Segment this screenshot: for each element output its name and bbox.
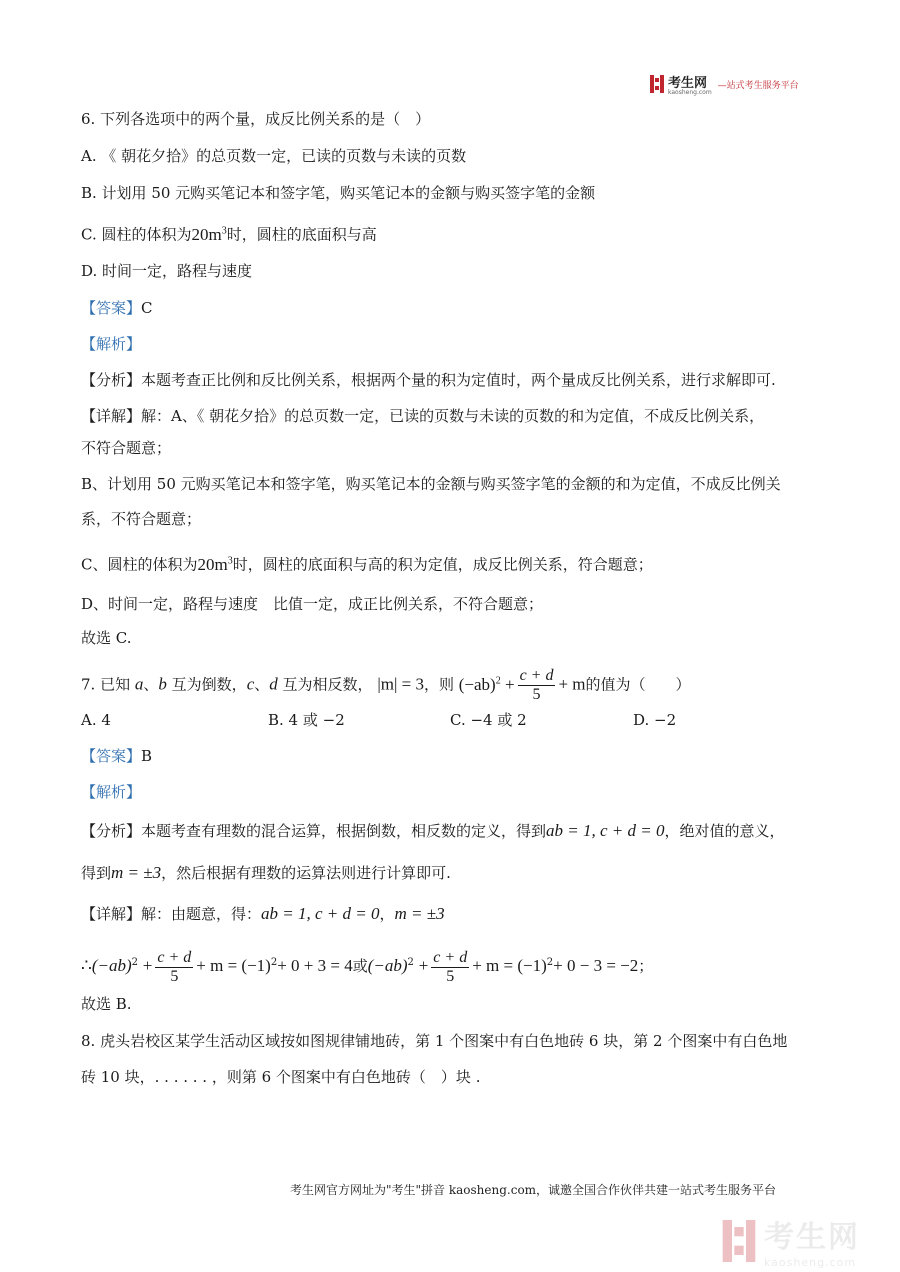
- header-logo: [650, 72, 799, 96]
- kaosheng-logo-icon: [650, 75, 664, 93]
- q7-expr: [459, 675, 515, 694]
- watermark-logo-icon: [722, 1220, 756, 1262]
- q6-xiangjie-volume-exp: 3: [227, 555, 233, 566]
- q7-option-c: C. −4 或 2: [450, 711, 527, 729]
- q7-mid1: 互为倒数，: [171, 675, 247, 694]
- q7-fenxi2-pre: 得到: [81, 864, 112, 882]
- q6-xiangjie-b2: 系，不符合题意；: [81, 510, 202, 528]
- q7-sep1: 、: [143, 675, 159, 694]
- footer-text: 考生网官方网址为"考生"拼音 kaosheng.com，诚邀全国合作伙伴共建一站式考生服务平台: [290, 1183, 777, 1197]
- q6-option-a: A. 《 朝花夕拾》的总页数一定，已读的页数与未读的页数: [81, 147, 467, 165]
- q7-answer: [81, 745, 152, 767]
- q7-fenxi-pre: 本题考查有理数的混合运算，根据倒数，相反数的定义，得到: [141, 822, 547, 840]
- q7-calc-frac2: [431, 949, 469, 986]
- logo-domain: kaosheng.com: [668, 89, 712, 96]
- q7-option-d: D. −2: [633, 711, 677, 729]
- q7-calc-sq4: 2: [546, 957, 554, 968]
- q7-calc-tail2: + 0 − 3 = −2: [553, 956, 639, 975]
- q6-stem: 6. 下列各选项中的两个量，成反比例关系的是（ ）: [81, 110, 431, 128]
- q7-var-b: b: [158, 674, 167, 694]
- q8-line1: 8. 虎头岩校区某学生活动区域按如图规律铺地砖，第 1 个图案中有白色地砖 6 块，第 2 个图案中有白色地: [81, 1032, 788, 1050]
- q7-calc-frac1-den: 5: [170, 967, 179, 985]
- q7-xiangjie-math2: m = ±3: [394, 904, 445, 923]
- q7-abs-m: |m| = 3: [377, 674, 424, 694]
- q6-answer-value: C: [141, 299, 153, 317]
- q8-line2: 砖 10 块，. . . . . . ，则第 6 个图案中有白色地砖（ ）块 .: [81, 1068, 481, 1086]
- q7-var-a: a: [134, 674, 144, 694]
- q7-fenxi: [81, 820, 785, 842]
- q7-calculation: [81, 943, 653, 986]
- q7-calc-plus1: +: [142, 956, 153, 975]
- q7-xiangjie-comma: ，: [379, 905, 395, 923]
- q7-calc-left1: (−ab): [91, 956, 132, 975]
- q7-calc-frac2-den: 5: [446, 967, 455, 985]
- q6-option-d: D. 时间一定，路程与速度: [81, 262, 253, 280]
- q6-xiangjie-volume-math: [197, 555, 232, 574]
- q6-volume-math: [191, 225, 226, 244]
- q6-fenxi: [81, 369, 776, 391]
- watermark-domain: kaosheng.com: [764, 1256, 857, 1269]
- q7-fenxi-line2: [81, 862, 451, 884]
- q7-fenxi2-math: m = ±3: [111, 863, 162, 882]
- q7-mid3: ，则: [423, 675, 454, 694]
- watermark-text-block: [764, 1212, 860, 1269]
- watermark: [722, 1212, 860, 1269]
- q7-calc-plus2: +: [418, 956, 429, 975]
- q6-volume-exp: 3: [221, 225, 227, 236]
- q7-option-a: A. 4: [81, 711, 111, 729]
- q6-xiangjie-tag: 【详解】: [81, 407, 142, 425]
- q7-calc-end: ；: [638, 957, 654, 975]
- q7-calc-frac1-num: c + d: [157, 948, 192, 966]
- q7-xiangjie-tag: 【详解】: [81, 905, 142, 923]
- q7-calc-sq1: 2: [131, 957, 138, 968]
- q6-option-b: B. 计划用 50 元购买笔记本和签字笔，购买笔记本的金额与购买签字笔的金额: [81, 184, 596, 202]
- q7-mid2: 互为相反数，: [282, 675, 373, 694]
- q7-option-b: B. 4 或 −2: [268, 711, 345, 729]
- logo-slogan: —站式考生服务平台: [717, 80, 799, 91]
- q6-xiangjie-d: D、时间一定，路程与速度 比值一定，成正比例关系，不符合题意；: [81, 595, 544, 613]
- logo-brand-block: [668, 72, 712, 96]
- q7-expr-square: 2: [495, 674, 501, 686]
- q6-xiangjie-a2: 不符合题意；: [81, 439, 172, 457]
- q6-option-c-post: 时，圆柱的底面积与高: [226, 225, 377, 244]
- q6-xiangjie-b1: B、计划用 50 元购买笔记本和签字笔，购买笔记本的金额与购买签字笔的金额的和为定值，不成反比例关: [81, 475, 781, 493]
- q7-calc-mid2: + m = (−1): [472, 956, 547, 975]
- q7-calc-frac2-num: c + d: [433, 948, 468, 966]
- q6-xiangjie-c-pre: C、圆柱的体积为: [81, 555, 198, 574]
- q7-fenxi-post: ，绝对值的意义，: [664, 822, 785, 840]
- q6-fenxi-text: 本题考查正比例和反比例关系，根据两个量的积为定值时，两个量成反比例关系，进行求解即可.: [141, 371, 776, 389]
- q7-fenxi2-post: ，然后根据有理数的运算法则进行计算即可.: [161, 864, 451, 882]
- q7-xiangjie-math1: ab = 1, c + d = 0: [261, 904, 380, 923]
- q7-calc-tail1: + 0 + 3 = 4: [277, 956, 353, 975]
- q7-stem: [81, 667, 691, 704]
- q7-answer-value: B: [141, 747, 153, 765]
- q7-expr-plus: +: [504, 674, 515, 694]
- q6-fenxi-tag: 【分析】: [81, 371, 142, 389]
- q6-answer: [81, 297, 153, 319]
- logo-brand: 考生网: [668, 76, 708, 91]
- q6-conclusion: 故选 C.: [81, 629, 132, 647]
- q7-analysis-tag: 【解析】: [81, 783, 142, 801]
- q7-calc-sq3: 2: [407, 957, 414, 968]
- q7-conclusion: 故选 B.: [81, 995, 132, 1013]
- q7-calc-left2: (−ab): [367, 956, 408, 975]
- q7-therefore: ∴: [81, 956, 92, 975]
- q7-stem-post: 的值为（ ）: [585, 675, 691, 694]
- q7-stem-pre: 7. 已知: [81, 675, 131, 694]
- q6-volume-value: 20m: [191, 224, 222, 244]
- q7-calc-sq2: 2: [270, 957, 278, 968]
- watermark-brand: 考生网: [764, 1220, 860, 1255]
- q7-expr-right: + m: [558, 674, 586, 694]
- q6-option-c: [81, 220, 377, 246]
- q7-var-c: c: [246, 674, 255, 694]
- q7-var-d: d: [269, 674, 278, 694]
- q7-fraction: [518, 667, 556, 704]
- q7-calc-mid1: + m = (−1): [196, 956, 271, 975]
- q7-xiangjie: [81, 903, 445, 925]
- q7-answer-tag: 【答案】: [81, 747, 142, 765]
- q6-xiangjie-a1-text: 解：A、《 朝花夕拾》的总页数一定，已读的页数与未读的页数的和为定值，不成反比例关系，: [141, 407, 765, 425]
- q7-expr-left: (−ab): [458, 674, 496, 694]
- q7-xiangjie-pre: 解：由题意，得：: [141, 905, 262, 923]
- q6-xiangjie-a1: [81, 405, 764, 427]
- q6-xiangjie-c: [81, 550, 653, 576]
- q6-answer-tag: 【答案】: [81, 299, 142, 317]
- q7-calc-frac1: [155, 949, 193, 986]
- q6-option-c-pre: C. 圆柱的体积为: [81, 225, 192, 244]
- q7-fenxi-tag: 【分析】: [81, 822, 142, 840]
- q7-sep2: 、: [254, 675, 270, 694]
- q6-analysis-tag: 【解析】: [81, 335, 142, 353]
- q7-fenxi-math: ab = 1, c + d = 0: [546, 821, 665, 840]
- q7-calc-or: 或: [352, 957, 368, 975]
- q7-fraction-num: c + d: [519, 667, 554, 684]
- q7-fraction-den: 5: [532, 686, 541, 703]
- q6-xiangjie-volume-value: 20m: [197, 554, 228, 574]
- q6-xiangjie-c-post: 时，圆柱的底面积与高的积为定值，成反比例关系，符合题意；: [232, 555, 653, 574]
